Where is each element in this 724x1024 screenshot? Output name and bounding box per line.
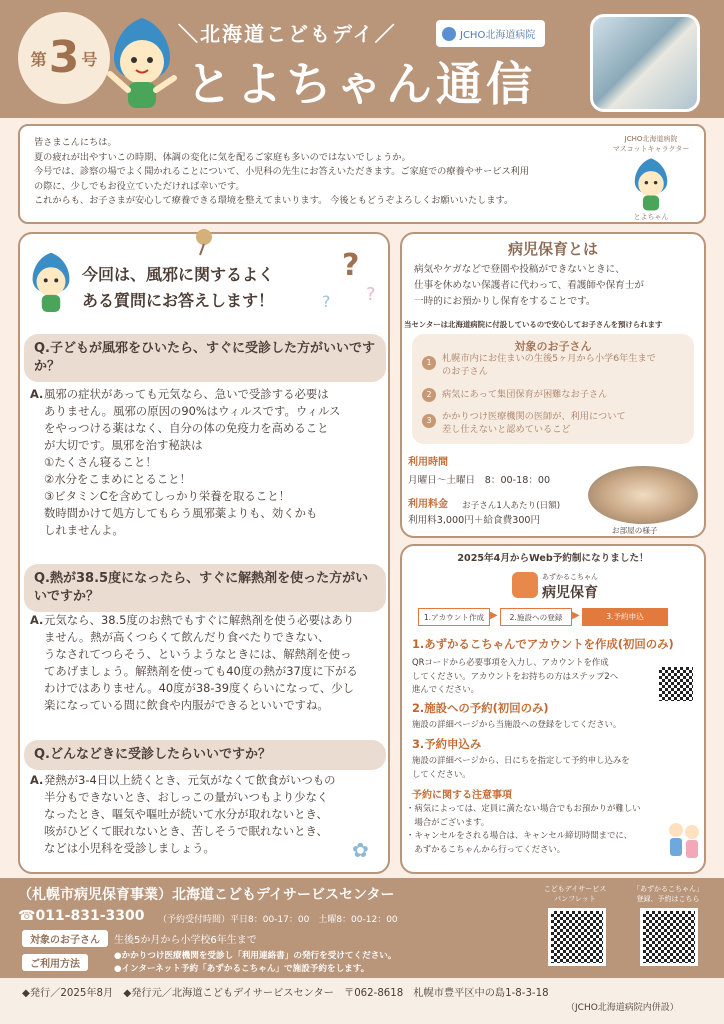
app-name-big: 病児保育	[542, 585, 598, 601]
qr1-label-2: パンフレット	[554, 895, 596, 903]
faq-answer-2	[30, 612, 380, 714]
issue-badge	[18, 12, 110, 104]
answer-text: 発熱が3-4日以上続くとき、元気がなくて飲食がいつもの 半分もできないとき、おしっこの量がいつもより少なく なったとき、嘔気や嘔吐が続いて水分が取れないとき、 咳がひどくて眠れないとき、苦しそうで眠れないとき、 などは小児科を受診しましょう。	[44, 773, 336, 855]
flower-icon: ✿	[352, 838, 369, 862]
greeting-line: 夏の疲れが出やすいこの時期、体調の変化に気を配るご家庭も多いのではないでしょうか。	[34, 151, 411, 163]
sick-childcare-description: 病気やケガなどで登園や投稿ができないときに、 仕事を休めない保護者に代わって、看護師や保育士が 一時的にお預かりし保育をすることです。	[414, 264, 644, 307]
web-reservation-headline: 2025年4月からWeb予約制になりました！	[457, 553, 649, 564]
faq-question-3: Q.どんなどきに受診したらいいですか？	[24, 740, 386, 770]
azukaruko-app-icon	[512, 572, 538, 598]
step-3-body: 施設の詳細ページから、日にちを指定して予約申し込みを してください。	[412, 755, 630, 779]
notes-body: ・病気によっては、定員に満たない場合でもお預かりが難しい 場合がございます。 ・キャンセルをされる場合は、キャンセル締切時間までに、 あずかるこちゃんから行ってください。	[406, 803, 641, 854]
notes-title: 予約に関する注意事項	[412, 790, 512, 801]
push-pin-icon	[192, 228, 216, 256]
room-photo	[588, 466, 698, 524]
fee-label: 利用料金	[408, 499, 448, 510]
greeting-box	[18, 124, 706, 224]
footer-usage-2: ●インターネット予約「あずかるこちゃん」で施設予約をします。	[114, 964, 370, 974]
footer-usage-tag: ご利用方法	[22, 954, 88, 971]
qr2-label	[618, 884, 718, 904]
step-1-title: 1.あずかるこちゃんでアカウントを作成(初回のみ)	[412, 637, 674, 651]
sick-childcare-title: 病児保育とは	[507, 240, 598, 258]
step-3-title: 3.予約申込み	[412, 737, 482, 751]
children-illustration-icon	[664, 820, 704, 866]
faq-question-1: Q.子どもが風邪をひいたら、すぐに受診した方がいいですか？	[24, 334, 386, 382]
mascot-toyo-chan-faq	[26, 250, 76, 316]
answer-label: A.	[30, 773, 44, 787]
mascot-caption	[606, 134, 696, 154]
greeting-line: これからも、お子さまが安心して療養できる環境を整えてまいります。 今後ともどうぞよろしくお願いいたします。	[34, 195, 514, 206]
faq-intro	[82, 262, 274, 314]
answer-label: A.	[30, 613, 44, 627]
answer-label: A.	[30, 387, 44, 401]
publish-info: ◆発行／2025年8月 ◆発行元／北海道こどもデイサービスセンター 〒062-8618 札幌市豊平区中の島1-8-3-18	[22, 988, 549, 999]
step-1-chip: 1.アカウント作成	[418, 608, 490, 626]
target-number: 1	[422, 356, 436, 370]
faq-answer-1	[30, 386, 380, 539]
mascot-caption-1: JCHO北海道病院	[624, 135, 678, 143]
faq-answer-3	[30, 772, 380, 857]
hours-label: 利用時間	[408, 457, 448, 468]
faq-intro-line: ある質問にお答えします！	[82, 291, 275, 310]
question-mark-icon: ?	[342, 248, 360, 283]
target-item: 札幌市内にお住まいの生後5ヶ月から小学6年生まで のお子さん	[442, 353, 656, 377]
hours-value: 月曜日〜土曜日 8：00-18：00	[408, 475, 551, 486]
greeting-line: 皆さまこんにちは。	[34, 137, 117, 148]
footer-phone[interactable]: ☎011-831-3300	[18, 908, 145, 924]
hospital-tag	[436, 20, 545, 47]
app-name-small: あずかるこちゃん	[542, 573, 598, 581]
question-mark-icon: ?	[366, 284, 376, 305]
step-2-body: 施設の詳細ページから当施設への登録をしてください。	[412, 719, 622, 729]
step-2-title: 2.施設への予約(初回のみ)	[412, 701, 549, 715]
answer-text: 風邪の症状があっても元気なら、急いで受診する必要は ありません。風邪の原因の90%はウィルスです。ウィルス をやっつける薬はなく、自分の体の免疫力を高めること が大切です。風邪を治す秘訣は ①たくさん寝ること！ ②水分をこまめにとること！ ③ビタミンCを含めてしっかり栄養を取ること！ 数時間かけて処方してもらう風邪薬よりも、効くかも しれませんよ。	[44, 387, 341, 537]
footer-hours: （予約受付時間）平日8：00-17：00 土曜8：00-12：00	[158, 915, 398, 925]
footer-org: （札幌市病児保育事業）北海道こどもデイサービスセンター	[18, 887, 395, 903]
room-caption: お部屋の様子	[612, 526, 658, 535]
mascot-caption-2: マスコットキャラクター	[612, 145, 690, 153]
newsletter-subtitle: ＼北海道こどもデイ／	[178, 22, 397, 46]
hospital-name: JCHO北海道病院	[460, 30, 536, 41]
fee-value: 利用料3,000円＋給食費300円	[408, 515, 541, 526]
newsletter-title: とよちゃん通信	[186, 57, 536, 111]
address-note: （JCHO北海道病院内併設）	[566, 1003, 679, 1013]
qr2-label-1: 「あずかるこちゃん」	[633, 885, 703, 893]
arrow-right-icon: ▶	[572, 610, 580, 621]
mascot-toyo-chan-small	[628, 156, 674, 214]
greeting-line: 今号では、診察の場でよく聞かれることについて、小児科の先生にお答えいただきます。ご家庭での療養やサービス利用	[34, 166, 530, 177]
footer-target-tag: 対象のお子さん	[22, 930, 108, 947]
qr2-label-2: 登録、予約はこちら	[636, 895, 700, 903]
target-item: かかりつけ医療機関の医師が、利用について 差し仕えないと認めているこど	[442, 411, 626, 435]
answer-text: 元気なら、38.5度のお熱でもすぐに解熱剤を使う必要はあり ません。熱が高くつらくて飲んだり食べたりできない、 うなされてつらそう、というようなときには、解熱剤を使っ てあげましょう。解熱剤を使っても40度の熱が37度に下がる わけではありません。40度が38-39度くらいになって、少し 楽になっている間に飲食や内服ができるといいですね。	[44, 613, 358, 712]
issue-number: 3	[48, 32, 80, 83]
mascot-toyo-chan-header	[104, 14, 180, 114]
step-1-body: QRコードから必要事項を入力し、アカウントを作成 してください。アカウントをお持ちの方はステップ2へ 進んでください。	[412, 657, 619, 694]
target-children-title: 対象のお子さん	[514, 340, 592, 353]
fee-sub: お子さん1人あたり(日額)	[462, 501, 561, 511]
issue-prefix: 第	[30, 49, 47, 69]
issue-suffix: 号	[81, 49, 98, 69]
target-item: 病気にあって集団保育が困難なお子さん	[442, 389, 608, 400]
footer-target-text: 生後5か月から小学校6年生まで	[114, 935, 257, 946]
account-qr-code[interactable]	[656, 664, 696, 704]
qr1-label	[536, 884, 614, 904]
faq-intro-line: 今回は、風邪に関するよく	[82, 265, 275, 284]
qr1-label-1: こどもデイサービス	[543, 885, 607, 893]
arrow-right-icon: ▶	[490, 610, 498, 621]
target-number: 3	[422, 414, 436, 428]
pamphlet-qr-code[interactable]	[548, 908, 606, 966]
hospital-entrance-photo	[590, 14, 700, 112]
mascot-name: とよちゃん	[633, 213, 669, 221]
faq-question-2: Q.熱が38.5度になったら、すぐに解熱剤を使った方がいいですか？	[24, 564, 386, 612]
jcho-logo-icon	[442, 27, 456, 41]
footer-usage-1: ●かかりつけ医療機関を受診し「利用連絡書」の発行を受けてください。	[114, 951, 397, 961]
step-2-chip: 2.施設への登録	[500, 608, 572, 626]
question-mark-icon: ?	[322, 292, 331, 311]
greeting-line: の際に、少しでもお役立ていただければ幸いです。	[34, 180, 245, 192]
target-number: 2	[422, 388, 436, 402]
safety-note: 当センターは北海道病院に付設しているので安心してお子さんを預けられます	[404, 320, 663, 329]
step-3-chip: 3.予約申込	[582, 608, 668, 626]
reservation-qr-code[interactable]	[640, 908, 698, 966]
